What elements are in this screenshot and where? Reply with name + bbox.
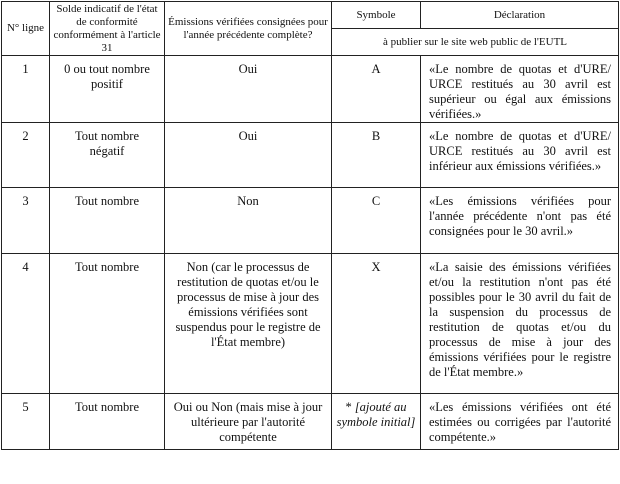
symbol-cell: C [332,188,421,254]
header-statement: Déclaration [421,2,619,29]
table-row [2,123,619,188]
balance-cell: Tout nombre [50,394,165,450]
emissions-cell: Oui ou Non (mais mise à jour ultérieure par l'autorité compétente [165,394,332,450]
table-row [2,254,619,394]
header-line-no: N° ligne [2,2,50,56]
header-balance: Solde indicatif de l'état de conformité conformément à l'article 31 [50,2,165,56]
statement-cell: «Le nombre de quotas et d'URE/ URCE restitués au 30 avril est supérieur ou égal aux émissions vérifiées.» [421,56,619,123]
symbol-cell [332,394,421,450]
header-verified-emissions: Émissions vérifiées consignées pour l'année précédente complète? [165,2,332,56]
symbol-cell: X [332,254,421,394]
symbol-star: * [345,400,355,414]
line-number: 4 [2,254,50,394]
line-number: 5 [2,394,50,450]
table-row [2,188,619,254]
emissions-cell: Oui [165,56,332,123]
statement-cell: «Le nombre de quotas et d'URE/ URCE restitués au 30 avril est inférieur aux émissions vérifiées.» [421,123,619,188]
statement-cell: «La saisie des émissions vérifiées et/ou la restitution n'ont pas été possibles pour le 30 avril du fait de la suspension du processus de restitution de quotas et/ou du processus de mise à jour des émissions vérifiées pour le registre de l'État membre.» [421,254,619,394]
header-symbol: Symbole [332,2,421,29]
emissions-cell: Oui [165,123,332,188]
balance-cell: Tout nombre [50,254,165,394]
emissions-cell: Non [165,188,332,254]
header-row [2,2,619,29]
statement-cell: «Les émissions vérifiées pour l'année précédente n'ont pas été consignées pour le 30 avril.» [421,188,619,254]
emissions-cell: Non (car le processus de restitution de quotas et/ou le processus de mise à jour des émissions vérifiées sont suspendus pour le registre de l'État membre) [165,254,332,394]
symbol-cell: B [332,123,421,188]
table-row [2,394,619,450]
symbol-note: [ajouté au symbole initial] [336,400,416,429]
line-number: 3 [2,188,50,254]
line-number: 1 [2,56,50,123]
line-number: 2 [2,123,50,188]
balance-cell: Tout nombre négatif [50,123,165,188]
symbol-cell: A [332,56,421,123]
statement-cell: «Les émissions vérifiées ont été estimées ou corrigées par l'autorité compétente.» [421,394,619,450]
table-row [2,56,619,123]
balance-cell: 0 ou tout nombre positif [50,56,165,123]
balance-cell: Tout nombre [50,188,165,254]
compliance-status-table [1,1,619,450]
header-statement-publish: à publier sur le site web public de l'EUTL [332,29,619,56]
